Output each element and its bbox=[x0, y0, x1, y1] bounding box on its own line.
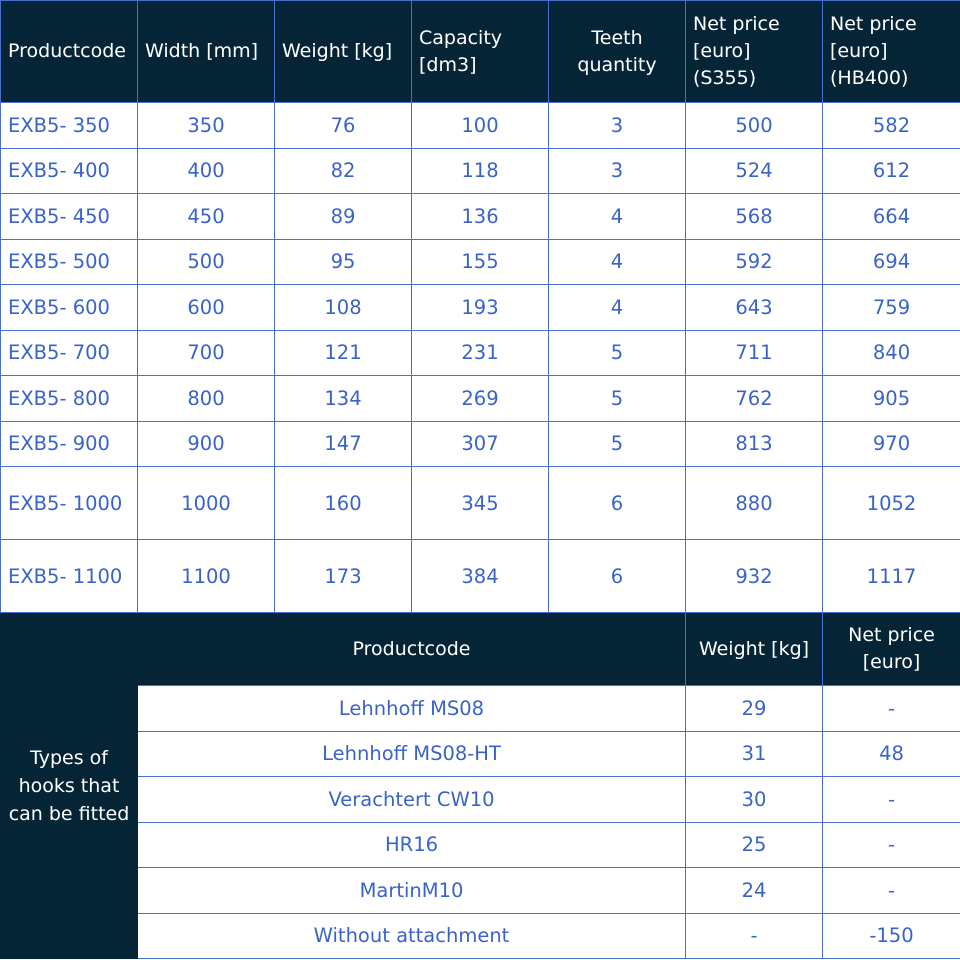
hook-price: - bbox=[823, 868, 960, 914]
cell-price-hb400: 759 bbox=[823, 285, 960, 331]
header-width: Width [mm] bbox=[138, 1, 275, 103]
cell-price-s355: 643 bbox=[686, 285, 823, 331]
cell-price-s355: 592 bbox=[686, 239, 823, 285]
cell-price-hb400: 1052 bbox=[823, 467, 960, 540]
table-row bbox=[1, 285, 960, 331]
cell-teeth: 3 bbox=[549, 148, 686, 194]
cell-teeth: 6 bbox=[549, 540, 686, 613]
cell-price-hb400: 582 bbox=[823, 103, 960, 149]
cell-capacity: 231 bbox=[412, 330, 549, 376]
hook-row bbox=[1, 913, 960, 959]
cell-width: 600 bbox=[138, 285, 275, 331]
hook-weight: 24 bbox=[686, 868, 823, 914]
cell-price-hb400: 1117 bbox=[823, 540, 960, 613]
cell-weight: 89 bbox=[275, 194, 412, 240]
cell-capacity: 345 bbox=[412, 467, 549, 540]
table-row bbox=[1, 239, 960, 285]
hook-row bbox=[1, 686, 960, 732]
header-weight: Weight [kg] bbox=[275, 1, 412, 103]
hook-row bbox=[1, 777, 960, 823]
cell-width: 400 bbox=[138, 148, 275, 194]
hook-weight: 29 bbox=[686, 686, 823, 732]
cell-price-s355: 813 bbox=[686, 421, 823, 467]
cell-capacity: 118 bbox=[412, 148, 549, 194]
hook-price: -150 bbox=[823, 913, 960, 959]
header-price-s355: Net price [euro] (S355) bbox=[686, 1, 823, 103]
cell-teeth: 3 bbox=[549, 103, 686, 149]
cell-width: 350 bbox=[138, 103, 275, 149]
hook-productcode: HR16 bbox=[138, 822, 686, 868]
cell-productcode: EXB5- 400 bbox=[1, 148, 138, 194]
header-teeth: Teeth quantity bbox=[549, 1, 686, 103]
hooks-section-label: Types of hooks that can be fitted bbox=[1, 613, 138, 959]
cell-price-s355: 711 bbox=[686, 330, 823, 376]
cell-price-s355: 568 bbox=[686, 194, 823, 240]
cell-width: 900 bbox=[138, 421, 275, 467]
cell-width: 800 bbox=[138, 376, 275, 422]
cell-productcode: EXB5- 800 bbox=[1, 376, 138, 422]
cell-price-hb400: 664 bbox=[823, 194, 960, 240]
header-capacity: Capacity [dm3] bbox=[412, 1, 549, 103]
hook-weight: - bbox=[686, 913, 823, 959]
cell-teeth: 4 bbox=[549, 285, 686, 331]
hook-productcode: MartinM10 bbox=[138, 868, 686, 914]
cell-capacity: 136 bbox=[412, 194, 549, 240]
cell-capacity: 100 bbox=[412, 103, 549, 149]
cell-width: 450 bbox=[138, 194, 275, 240]
hook-price: - bbox=[823, 777, 960, 823]
cell-width: 700 bbox=[138, 330, 275, 376]
cell-width: 1100 bbox=[138, 540, 275, 613]
cell-capacity: 307 bbox=[412, 421, 549, 467]
hook-price: - bbox=[823, 822, 960, 868]
hook-weight: 25 bbox=[686, 822, 823, 868]
table-row bbox=[1, 376, 960, 422]
header-productcode: Productcode bbox=[1, 1, 138, 103]
cell-weight: 134 bbox=[275, 376, 412, 422]
cell-weight: 173 bbox=[275, 540, 412, 613]
hooks-header-row bbox=[1, 613, 960, 686]
cell-weight: 82 bbox=[275, 148, 412, 194]
cell-weight: 108 bbox=[275, 285, 412, 331]
table-row bbox=[1, 421, 960, 467]
table-row bbox=[1, 103, 960, 149]
cell-capacity: 269 bbox=[412, 376, 549, 422]
hook-productcode: Verachtert CW10 bbox=[138, 777, 686, 823]
hook-row bbox=[1, 822, 960, 868]
table-row bbox=[1, 194, 960, 240]
cell-price-hb400: 694 bbox=[823, 239, 960, 285]
cell-price-s355: 524 bbox=[686, 148, 823, 194]
hooks-header-productcode: Productcode bbox=[138, 613, 686, 686]
cell-price-s355: 762 bbox=[686, 376, 823, 422]
hook-row bbox=[1, 731, 960, 777]
hook-row bbox=[1, 868, 960, 914]
header-price-hb400: Net price [euro] (HB400) bbox=[823, 1, 960, 103]
hook-productcode: Lehnhoff MS08-HT bbox=[138, 731, 686, 777]
cell-price-s355: 500 bbox=[686, 103, 823, 149]
cell-productcode: EXB5- 600 bbox=[1, 285, 138, 331]
cell-teeth: 5 bbox=[549, 376, 686, 422]
cell-capacity: 384 bbox=[412, 540, 549, 613]
cell-price-hb400: 905 bbox=[823, 376, 960, 422]
cell-price-s355: 880 bbox=[686, 467, 823, 540]
cell-productcode: EXB5- 350 bbox=[1, 103, 138, 149]
cell-price-s355: 932 bbox=[686, 540, 823, 613]
cell-width: 1000 bbox=[138, 467, 275, 540]
spec-header-row bbox=[1, 1, 960, 103]
hook-weight: 30 bbox=[686, 777, 823, 823]
table-row bbox=[1, 330, 960, 376]
cell-productcode: EXB5- 1000 bbox=[1, 467, 138, 540]
cell-weight: 147 bbox=[275, 421, 412, 467]
cell-teeth: 5 bbox=[549, 421, 686, 467]
hooks-header-weight: Weight [kg] bbox=[686, 613, 823, 686]
table-row bbox=[1, 540, 960, 613]
cell-width: 500 bbox=[138, 239, 275, 285]
cell-weight: 121 bbox=[275, 330, 412, 376]
hooks-header-price: Net price [euro] bbox=[823, 613, 960, 686]
cell-productcode: EXB5- 1100 bbox=[1, 540, 138, 613]
cell-weight: 95 bbox=[275, 239, 412, 285]
hook-productcode: Lehnhoff MS08 bbox=[138, 686, 686, 732]
hook-weight: 31 bbox=[686, 731, 823, 777]
cell-price-hb400: 970 bbox=[823, 421, 960, 467]
cell-teeth: 4 bbox=[549, 194, 686, 240]
cell-capacity: 155 bbox=[412, 239, 549, 285]
cell-teeth: 4 bbox=[549, 239, 686, 285]
table-row bbox=[1, 467, 960, 540]
hook-productcode: Without attachment bbox=[138, 913, 686, 959]
cell-price-hb400: 840 bbox=[823, 330, 960, 376]
cell-teeth: 5 bbox=[549, 330, 686, 376]
cell-weight: 160 bbox=[275, 467, 412, 540]
table-row bbox=[1, 148, 960, 194]
hook-price: - bbox=[823, 686, 960, 732]
cell-productcode: EXB5- 450 bbox=[1, 194, 138, 240]
cell-productcode: EXB5- 500 bbox=[1, 239, 138, 285]
cell-price-hb400: 612 bbox=[823, 148, 960, 194]
cell-productcode: EXB5- 900 bbox=[1, 421, 138, 467]
cell-productcode: EXB5- 700 bbox=[1, 330, 138, 376]
cell-weight: 76 bbox=[275, 103, 412, 149]
cell-capacity: 193 bbox=[412, 285, 549, 331]
cell-teeth: 6 bbox=[549, 467, 686, 540]
hook-price: 48 bbox=[823, 731, 960, 777]
